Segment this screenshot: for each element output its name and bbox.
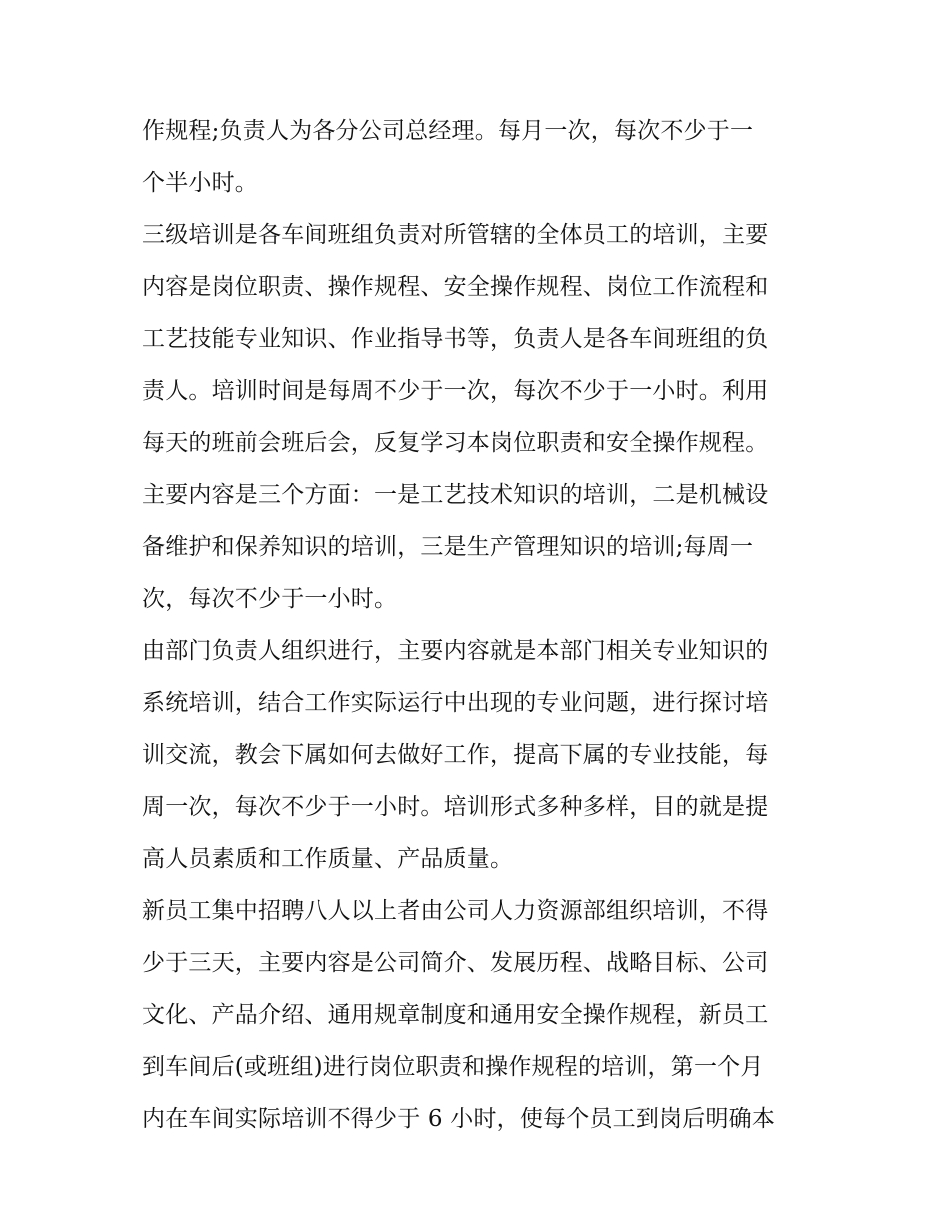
document-body <box>142 105 817 1145</box>
paragraph-3 <box>142 625 817 885</box>
text-line: 内容是岗位职责、操作规程、安全操作规程、岗位工作流程和 <box>142 274 769 300</box>
paragraph-1 <box>142 105 817 209</box>
paragraph-4 <box>142 885 817 1145</box>
text-line: 新员工集中招聘八人以上者由公司人力资源部组织培训，不得 <box>142 898 769 924</box>
text-line: 系统培训，结合工作实际运行中出现的专业问题，进行探讨培 <box>142 690 769 716</box>
text-line: 到车间后(或班组)进行岗位职责和操作规程的培训，第一个月 <box>142 1054 764 1080</box>
text-line: 由部门负责人组织进行，主要内容就是本部门相关专业知识的 <box>142 638 769 664</box>
text-line: 每天的班前会班后会，反复学习本岗位职责和安全操作规程。 <box>142 430 769 456</box>
text-line: 作规程;负责人为各分公司总经理。每月一次，每次不少于一 <box>142 118 754 144</box>
text-line: 文化、产品介绍、通用规章制度和通用安全操作规程，新员工 <box>142 1002 769 1028</box>
text-line: 少于三天，主要内容是公司简介、发展历程、战略目标、公司 <box>142 950 769 976</box>
text-line: 个半小时。 <box>142 170 258 196</box>
text-line: 高人员素质和工作质量、产品质量。 <box>142 846 514 872</box>
text-line: 次，每次不少于一小时。 <box>142 586 398 612</box>
text-line: 责人。培训时间是每周不少于一次，每次不少于一小时。利用 <box>142 378 769 404</box>
text-line: 三级培训是各车间班组负责对所管辖的全体员工的培训，主要 <box>142 222 769 248</box>
text-line: 主要内容是三个方面：一是工艺技术知识的培训，二是机械设 <box>142 482 769 508</box>
paragraph-2 <box>142 209 817 625</box>
text-line: 工艺技能专业知识、作业指导书等，负责人是各车间班组的负 <box>142 326 769 352</box>
text-line: 周一次，每次不少于一小时。培训形式多种多样，目的就是提 <box>142 794 769 820</box>
text-line: 备维护和保养知识的培训，三是生产管理知识的培训;每周一 <box>142 534 754 560</box>
text-line: 训交流，教会下属如何去做好工作，提高下属的专业技能，每 <box>142 742 769 768</box>
text-line: 内在车间实际培训不得少于 6 小时，使每个员工到岗后明确本 <box>142 1106 776 1132</box>
